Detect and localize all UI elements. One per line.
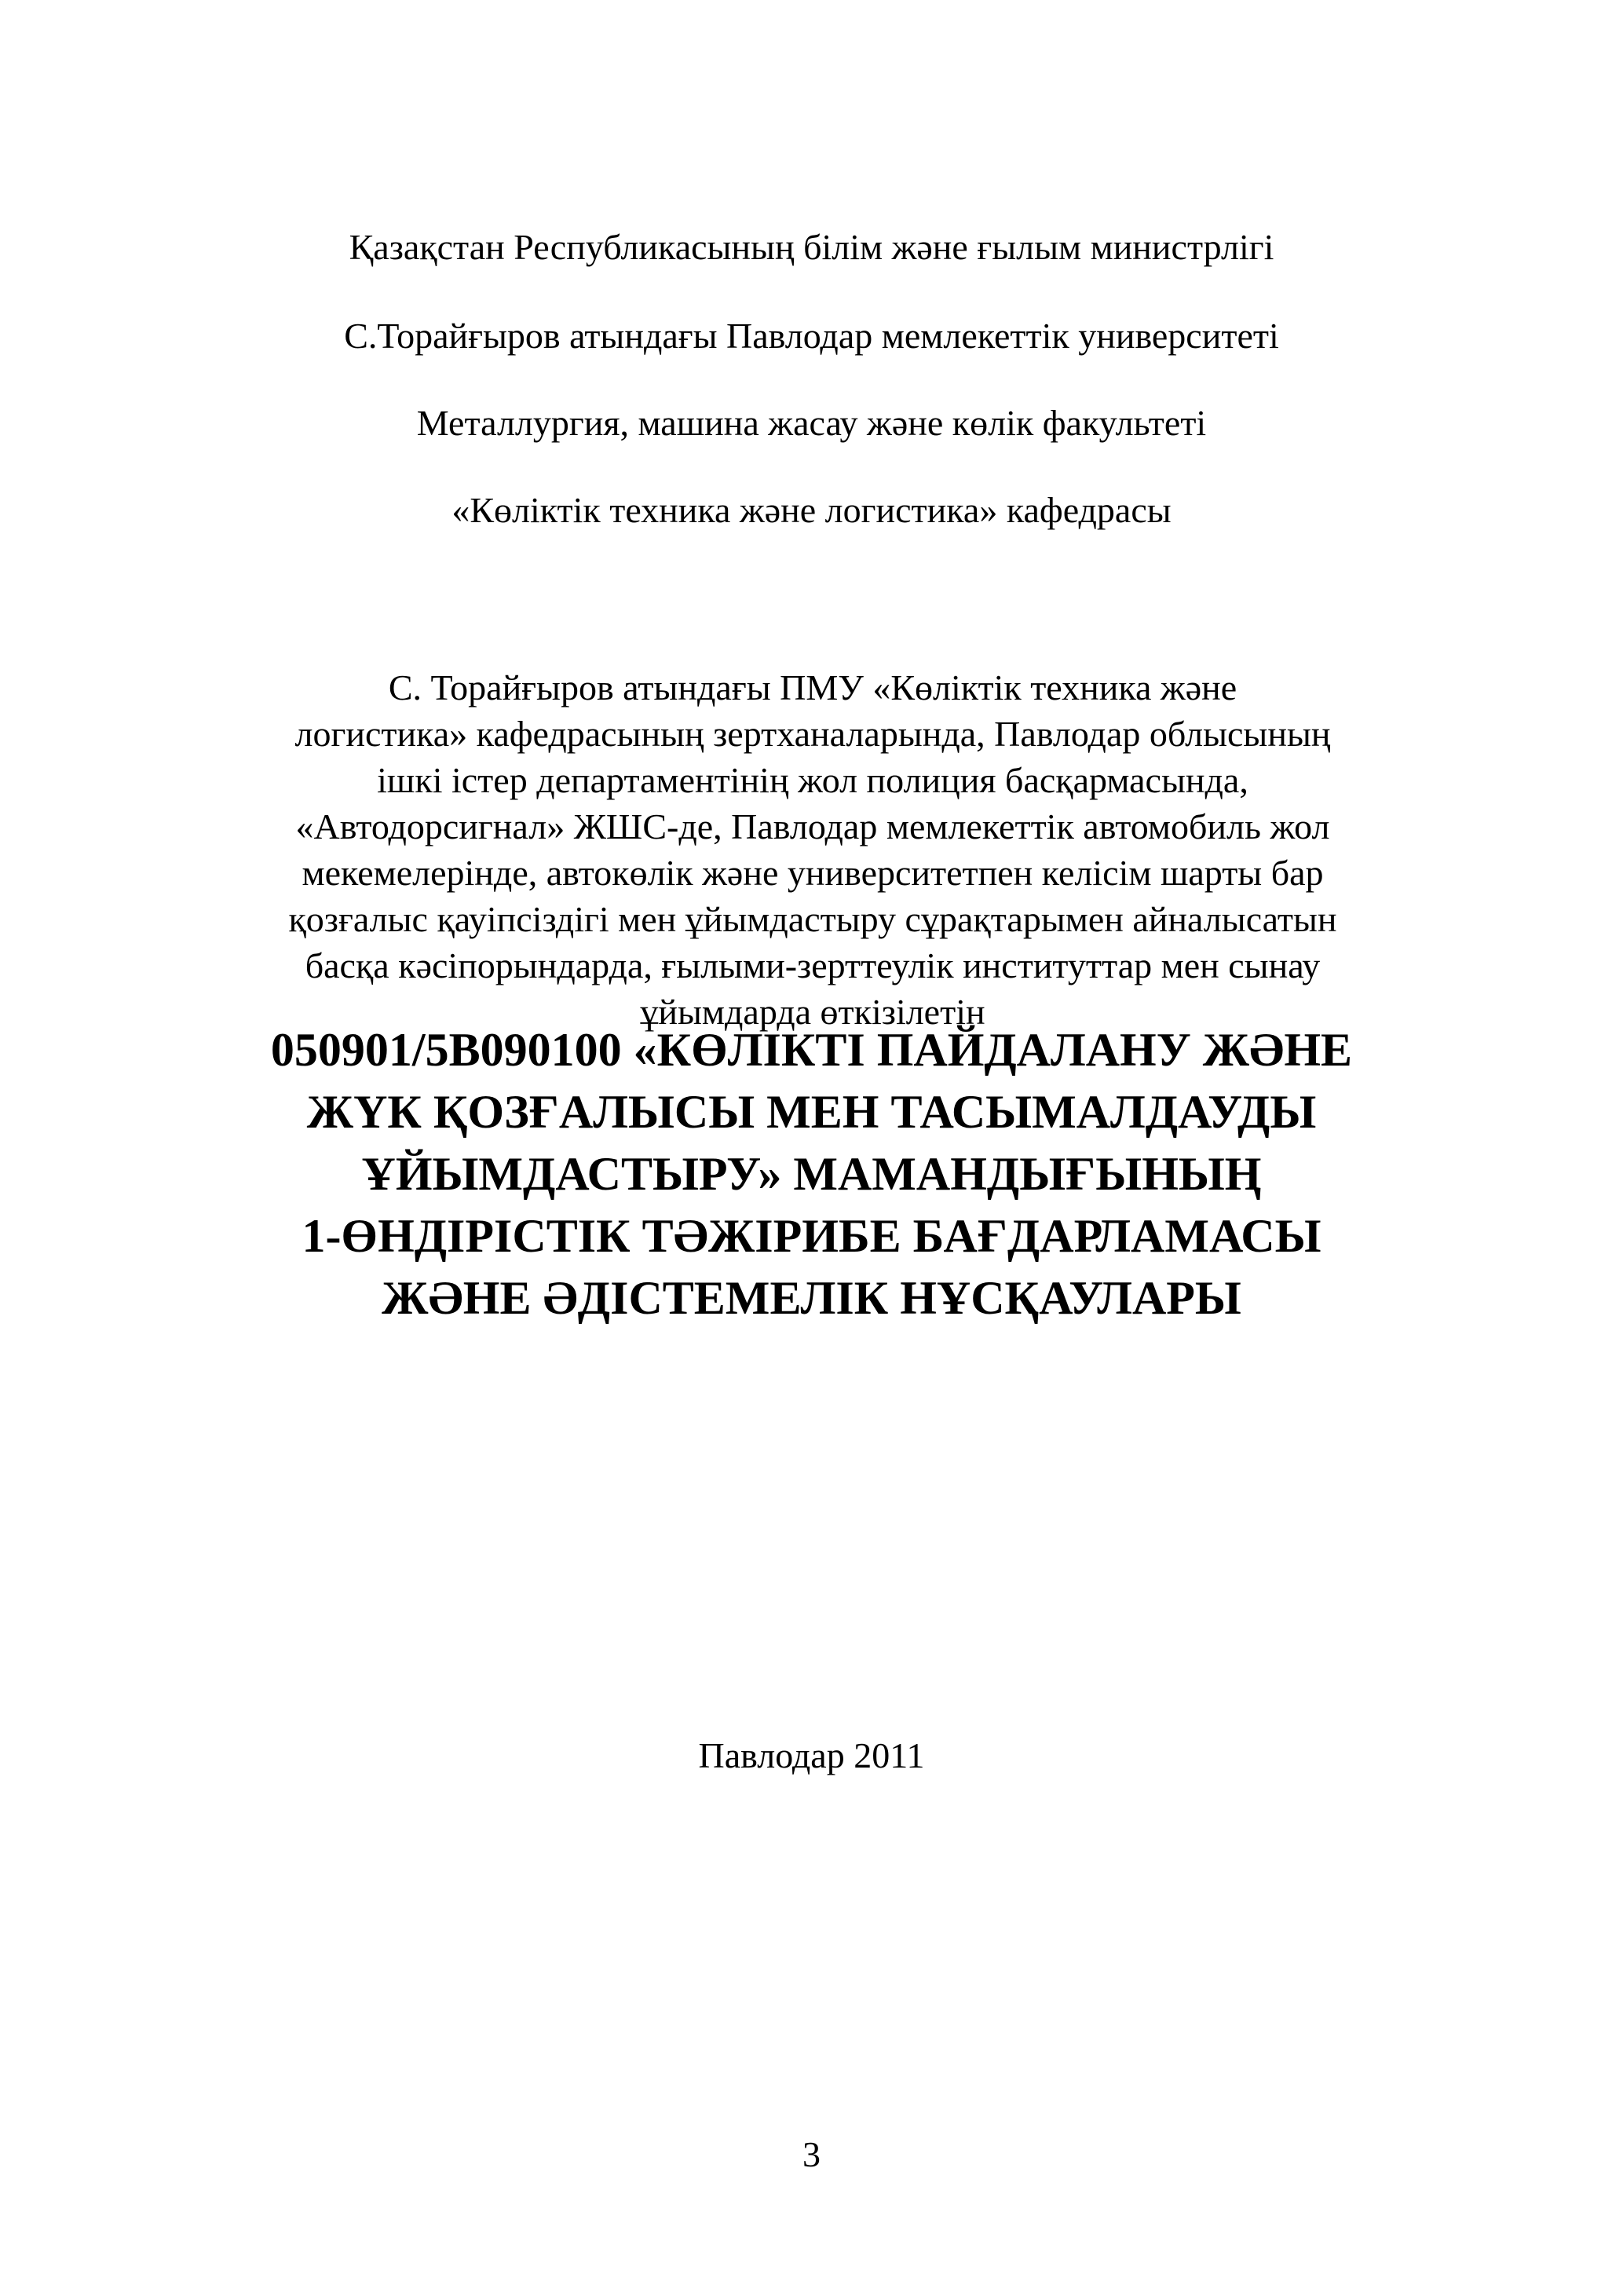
intro-line: қозғалыс қауіпсіздігі мен ұйымдастыру сұрақтарымен айналысатын [288, 899, 1337, 939]
intro-line: «Автодорсигнал» ЖШС-де, Павлодар мемлекеттік автомобиль жол [295, 806, 1330, 846]
intro-line: басқа кәсіпорындарда, ғылыми-зерттеулік институттар мен сынау [305, 945, 1321, 985]
intro-line: ішкі істер департаментінің жол полиция басқармасында, [377, 760, 1248, 800]
department-line: «Көліктік техника және логистика» кафедрасы [451, 490, 1172, 530]
intro-paragraph [228, 664, 1398, 1035]
title-line: 1-ӨНДІРІСТІК ТӘЖІРИБЕ БАҒДАРЛАМАСЫ [302, 1210, 1321, 1262]
page-number: 3 [802, 2134, 821, 2174]
intro-line: мекемелерінде, автокөлік және университетпен келісім шарты бар [302, 853, 1324, 893]
document-title [157, 1019, 1466, 1329]
title-line: ЖӘНЕ ӘДІСТЕМЕЛІК НҰСҚАУЛАРЫ [382, 1272, 1241, 1324]
title-line: ҰЙЫМДАСТЫРУ» МАМАНДЫҒЫНЫҢ [361, 1148, 1262, 1200]
university-line: С.Торайғыров атындағы Павлодар мемлекеттік университеті [344, 316, 1279, 356]
ministry-line: Қазақстан Республикасының білім және ғылым министрлігі [349, 227, 1274, 267]
intro-line: ұйымдарда өткізілетін [640, 992, 985, 1032]
title-line: ЖҮК ҚОЗҒАЛЫСЫ МЕН ТАСЫМАЛДАУДЫ [306, 1086, 1317, 1138]
intro-line: логистика» кафедрасының зертханаларында, Павлодар облысының [294, 714, 1331, 754]
intro-line: С. Торайғыров атындағы ПМУ «Көліктік техника және [388, 667, 1237, 707]
faculty-line: Металлургия, машина жасау және көлік факультеті [416, 403, 1207, 443]
city-year: Павлодар 2011 [698, 1735, 925, 1775]
title-line: 050901/5В090100 «КӨЛІКТІ ПАЙДАЛАНУ ЖӘНЕ [270, 1024, 1353, 1076]
